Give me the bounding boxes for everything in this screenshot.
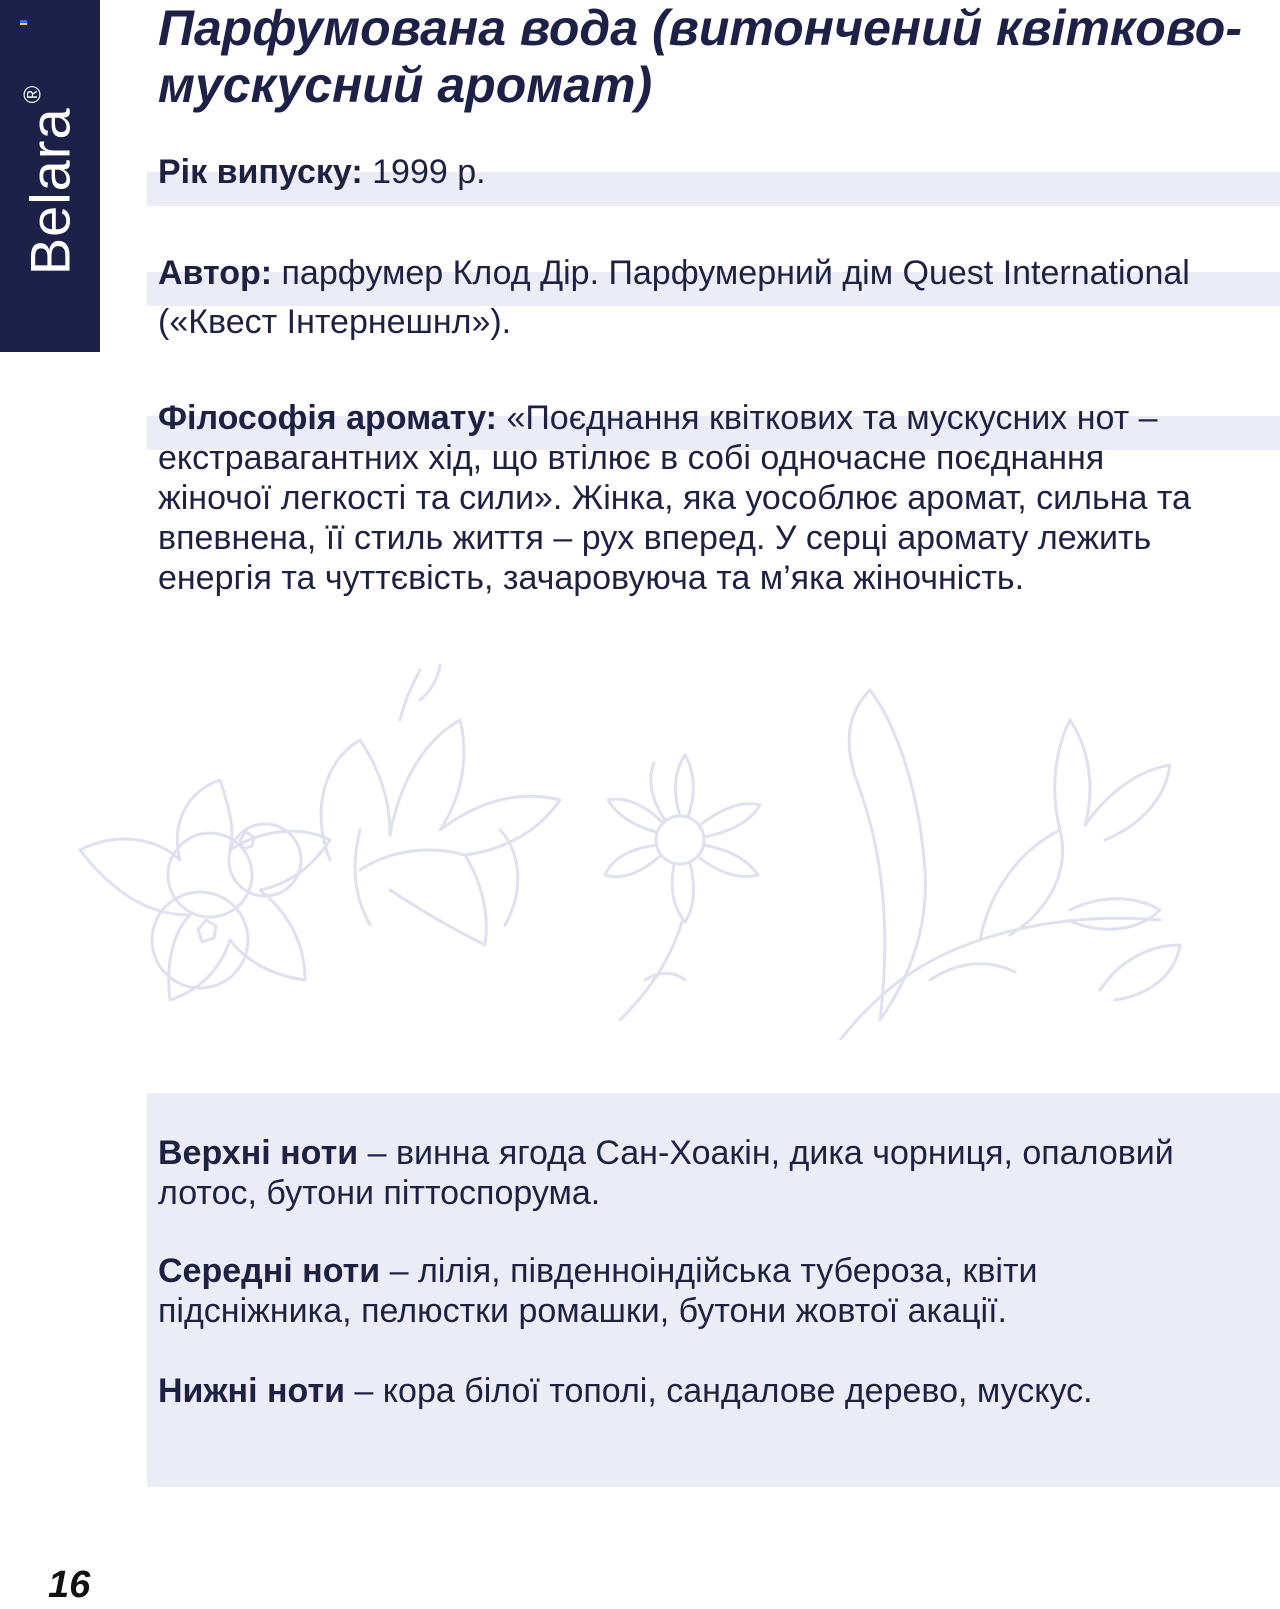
floral-illustrations	[60, 660, 1210, 1040]
magnolia-branch-icon	[840, 690, 1180, 1040]
author	[158, 249, 1208, 347]
author-label: Автор:	[158, 254, 273, 292]
registered-mark: ®	[19, 84, 47, 104]
release-year-label: Рік випуску:	[158, 153, 363, 191]
base-notes	[158, 1371, 1198, 1411]
fragrance-philosophy	[158, 398, 1208, 598]
middle-notes-label: Середні ноти	[158, 1252, 381, 1290]
philosophy-value: «Поєднання квіткових та мускусних нот – екстравагантних хід, що втілює в собі одночасне поєднання жіночої легкості та сили». Жінка, яка уособлює аромат, сильна та впевнена, її стиль життя – рух вперед. У серці аромату лежить енергія та чуттєвість, зачаровуюча та м’яка жіночність.	[158, 399, 1191, 597]
page-title: Парфумована вода (витончений квітково-мускусний аромат)	[158, 0, 1242, 113]
philosophy-label: Філософія аромату:	[158, 399, 497, 437]
author-value: парфумер Клод Дір. Парфумерний дім Quest International («Квест Інтернешнл»).	[158, 254, 1190, 341]
base-notes-value: – кора білої тополі, сандалове дерево, мускус.	[345, 1372, 1093, 1410]
release-year	[158, 152, 1208, 192]
page-number: 16	[48, 1564, 91, 1606]
top-notes-value: – винна ягода Сан-Хоакін, дика чорниця, опаловий лотос, бутони піттоспорума.	[158, 1134, 1174, 1212]
middle-notes	[158, 1251, 1198, 1331]
base-notes-label: Нижні ноти	[158, 1372, 345, 1410]
release-year-value: 1999 р.	[362, 153, 486, 191]
top-notes-label: Верхні ноти	[158, 1134, 359, 1172]
middle-notes-value: – лілія, південноіндійська тубероза, квіти підсніжника, пелюстки ромашки, бутони жовтої акації.	[158, 1252, 1038, 1330]
fragrance-notes-panel	[147, 1093, 1280, 1487]
brand-name: Belara®	[18, 84, 82, 276]
top-notes	[158, 1133, 1198, 1213]
lily-icon	[321, 665, 560, 945]
blueberry-flower-icon	[80, 780, 330, 1000]
flag-icon	[20, 20, 27, 25]
daisy-icon	[605, 755, 760, 1020]
brand-tab	[0, 0, 100, 352]
